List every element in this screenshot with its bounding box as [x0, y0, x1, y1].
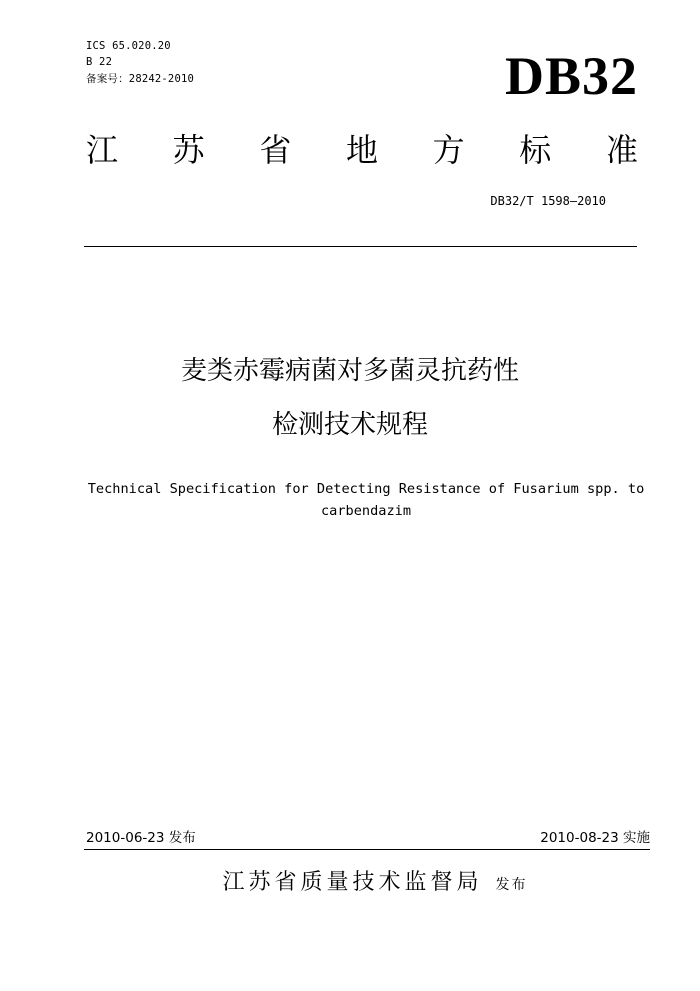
publisher-name: 江苏省质量技术监督局 — [222, 870, 483, 895]
classification-code: B 22 — [86, 56, 113, 68]
standard-type-char: 方 — [432, 131, 465, 169]
publisher-suffix: 发布 — [495, 877, 528, 893]
title-cn-line1: 麦类赤霉病菌对多菌灵抗药性 — [180, 356, 519, 386]
standard-type-heading — [86, 128, 638, 172]
title-en-line2: carbendazim — [320, 503, 412, 519]
standard-type-char: 江 — [86, 131, 119, 169]
db32-logo: DB32 — [504, 46, 638, 106]
implementation-date: 2010-08-23 实施 — [540, 830, 650, 846]
issue-date: 2010-06-23 发布 — [86, 830, 196, 846]
standard-type-char: 标 — [519, 131, 552, 169]
standard-type-char: 苏 — [172, 131, 205, 169]
standard-type-char: 准 — [605, 131, 638, 169]
standard-type-char: 地 — [345, 131, 378, 169]
title-cn-line2: 检测技术规程 — [271, 410, 428, 440]
ics-code: ICS 65.020.20 — [86, 40, 171, 52]
registration-number: 备案号：28242-2010 — [86, 73, 195, 85]
standard-type-char: 省 — [259, 131, 292, 169]
publisher — [0, 868, 700, 900]
title-en-line1: Technical Specification for Detecting Resistance of Fusarium spp. to — [87, 481, 645, 497]
bottom-divider — [84, 849, 650, 850]
standard-number: DB32/T 1598—2010 — [490, 194, 606, 208]
top-divider — [84, 246, 637, 247]
